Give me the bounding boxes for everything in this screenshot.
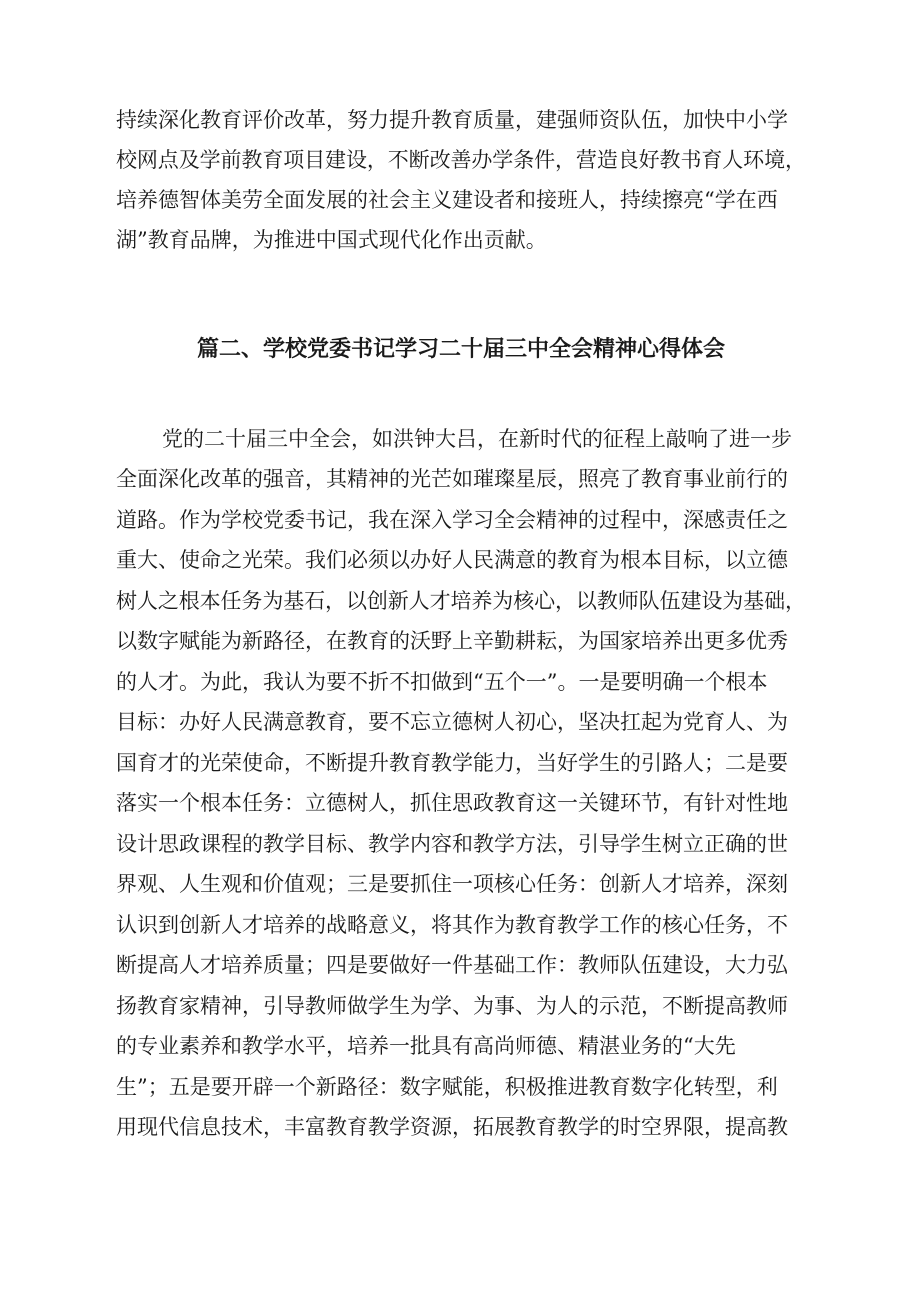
body-line-17: 生”；五是要开辟一个新路径：数字赋能，积极推进教育数字化转型，利	[116, 1075, 778, 1099]
body-line-1: 党的二十届三中全会，如洪钟大吕，在新时代的征程上敲响了进一步	[162, 427, 792, 451]
body-line-15: 扬教育家精神，引导教师做学生为学、为事、为人的示范，不断提高教师	[116, 994, 788, 1018]
body-line-8: 目标：办好人民满意教育，要不忘立德树人初心，坚决扛起为党育人、为	[116, 710, 788, 734]
body-line-13: 认识到创新人才培养的战略意义，将其作为教育教学工作的核心任务，不	[116, 913, 788, 937]
body-line-4: 重大、使命之光荣。我们必须以办好人民满意的教育为根本目标，以立德	[116, 548, 788, 572]
body-line-10: 落实一个根本任务：立德树人，抓住思政教育这一关键环节，有针对性地	[116, 791, 788, 815]
body-line-9: 国育才的光荣使命，不断提升教育教学能力，当好学生的引路人；二是要	[116, 751, 788, 775]
intro-line-1: 持续深化教育评价改革，努力提升教育质量，建强师资队伍，加快中小学	[116, 108, 788, 132]
body-line-7: 的人才。为此，我认为要不折不扣做到“五个一”。一是要明确一个根本	[116, 670, 768, 694]
body-line-12: 界观、人生观和价值观；三是要抓住一项核心任务：创新人才培养，深刻	[116, 872, 788, 896]
body-line-3: 道路。作为学校党委书记，我在深入学习全会精神的过程中，深感责任之	[116, 508, 788, 532]
body-line-6: 以数字赋能为新路径，在教育的沃野上辛勤耕耘，为国家培养出更多优秀	[116, 629, 788, 653]
body-line-16: 的专业素养和教学水平，培养一批具有高尚师德、精湛业务的“大先	[116, 1034, 736, 1058]
intro-line-4: 湖”教育品牌，为推进中国式现代化作出贡献。	[116, 228, 547, 252]
body-line-5: 树人之根本任务为基石，以创新人才培养为核心，以教师队伍建设为基础，	[116, 589, 806, 613]
body-line-2: 全面深化改革的强音，其精神的光芒如璀璨星辰，照亮了教育事业前行的	[116, 467, 788, 491]
intro-line-3: 培养德智体美劳全面发展的社会主义建设者和接班人，持续擦亮“学在西	[116, 188, 778, 212]
body-line-18: 用现代信息技术，丰富教育教学资源，拓展教育教学的时空界限，提高教	[116, 1115, 788, 1139]
body-line-11: 设计思政课程的教学目标、教学内容和教学方法，引导学生树立正确的世	[116, 832, 788, 856]
intro-line-2: 校网点及学前教育项目建设，不断改善办学条件，营造良好教书育人环境，	[116, 148, 806, 172]
section-title: 篇二、学校党委书记学习二十届三中全会精神心得体会	[196, 337, 725, 362]
body-line-14: 断提高人才培养质量；四是要做好一件基础工作：教师队伍建设，大力弘	[116, 953, 788, 977]
